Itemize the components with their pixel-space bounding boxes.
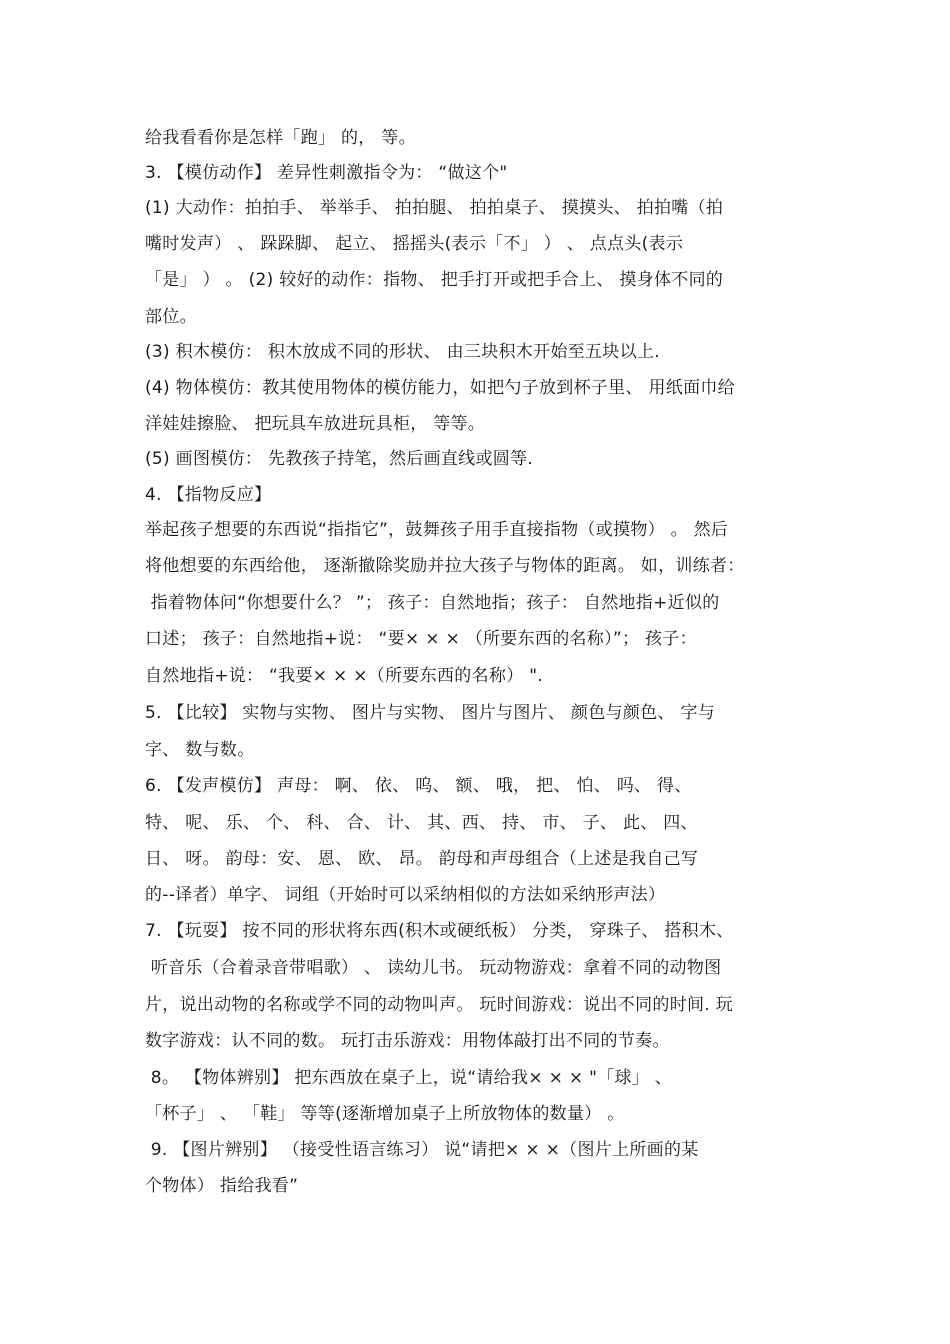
text-line: 嘴时发声） 、 跺跺脚、 起立、 摇摇头(表示「不」 ） 、 点点头(表示 <box>145 234 684 254</box>
text-line: 个物体） 指给我看” <box>145 1176 299 1196</box>
text-line: 给我看看你是怎样「跑」 的， 等。 <box>145 128 416 148</box>
text-line: 举起孩子想要的东西说“指指它”，鼓舞孩子用手直接指物（或摸物） 。 然后 <box>145 520 729 540</box>
text-line: (5) 画图模仿： 先教孩子持笔，然后画直线或圆等. <box>145 449 534 469</box>
text-line: 口述； 孩子：自然地指+说： “要× × × （所要东西的名称）”； 孩子： <box>145 629 697 649</box>
text-line: (3) 积木模仿： 积木放成不同的形状、 由三块积木开始至五块以上. <box>145 342 660 362</box>
text-line: 日、 呀。 韵母：安、 恩、 欧、 昂。 韵母和声母组合（上述是我自己写 <box>145 849 699 869</box>
section-heading: 4. 【指物反应】 <box>145 485 272 505</box>
text-line: 「是」 ） 。 (2) 较好的动作：指物、 把手打开或把手合上、 摸身体不同的 <box>145 270 724 290</box>
text-line: (4) 物体模仿：教其使用物体的模仿能力，如把勺子放到杯子里、 用纸面巾给 <box>145 378 735 398</box>
text-line: 「杯子」 、 「鞋」 等等(逐渐增加桌子上所放物体的数量） 。 <box>145 1104 625 1124</box>
text-line: 部位。 <box>145 307 197 327</box>
text-line: 洋娃娃擦脸、 把玩具车放进玩具柜， 等等。 <box>145 414 486 434</box>
section-heading: 5. 【比较】 实物与实物、 图片与实物、 图片与图片、 颜色与颜色、 字与 <box>145 703 716 723</box>
text-line: 字、 数与数。 <box>145 740 255 760</box>
text-line: 指着物体问“你想要什么？ ”； 孩子：自然地指；孩子： 自然地指+近似的 <box>145 593 720 613</box>
text-line: 数字游戏：认不同的数。 玩打击乐游戏：用物体敲打出不同的节奏。 <box>145 1031 670 1051</box>
text-line: 片，说出动物的名称或学不同的动物叫声。 玩时间游戏：说出不同的时间. 玩 <box>145 995 734 1015</box>
section-heading: 9. 【图片辨别】 （接受性语言练习） 说“请把× × ×（图片上所画的某 <box>145 1140 699 1160</box>
text-line: 将他想要的东西给他， 逐渐撤除奖励并拉大孩子与物体的距离。 如，训练者： <box>145 556 745 576</box>
text-line: (1) 大动作：拍拍手、 举举手、 拍拍腿、 拍拍桌子、 摸摸头、 拍拍嘴（拍 <box>145 198 724 218</box>
section-heading: 6. 【发声模仿】 声母： 啊、 依、 呜、 额、 哦， 把、 怕、 吗、 得、 <box>145 776 692 796</box>
section-heading: 7. 【玩耍】 按不同的形状将东西(积木或硬纸板） 分类， 穿珠子、 搭积木、 <box>145 921 734 941</box>
section-heading: 8。 【物体辨别】 把东西放在桌子上，说“请给我× × × "「球」 、 <box>145 1068 673 1088</box>
section-heading: 3. 【模仿动作】 差异性刺激指令为： “做这个" <box>145 163 508 183</box>
text-line: 听音乐（合着录音带唱歌） 、 读幼儿书。 玩动物游戏：拿着不同的动物图 <box>145 958 722 978</box>
text-line: 特、 呢、 乐、 个、 科、 合、 计、 其、西、 持、 市、 子、 此、 四、 <box>145 813 698 833</box>
text-line: 自然地指+说： “我要× × ×（所要东西的名称） ". <box>145 666 544 686</box>
text-line: 的--译者）单字、 词组（开始时可以采纳相似的方法如采纳形声法） <box>145 885 666 905</box>
